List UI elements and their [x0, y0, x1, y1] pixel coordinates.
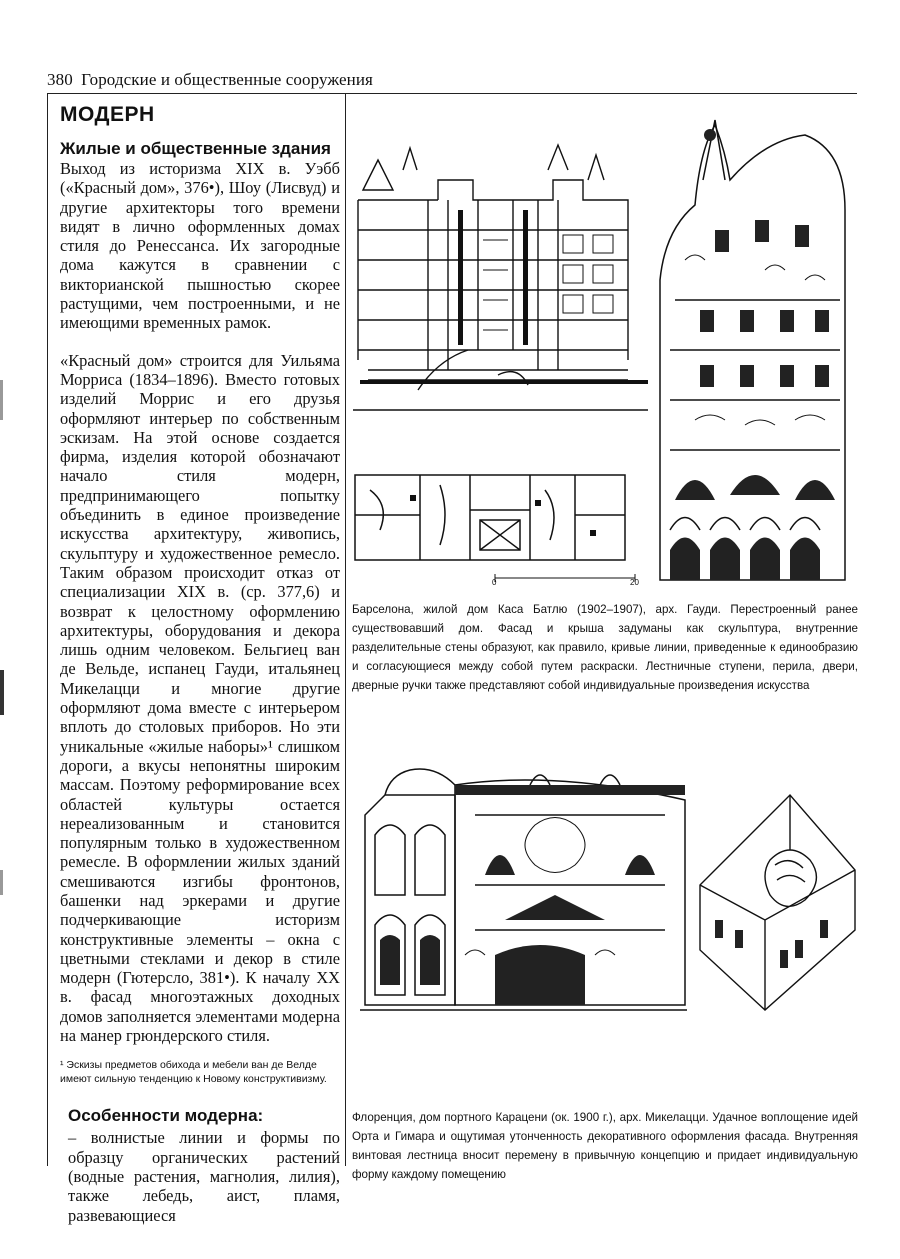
paragraph-2: «Красный дом» строится для Уильяма Морриса (1834–1896). Вместо готовых изделий Моррис и его друзья оформляют интерьер по собственным эскизам. На этой основе создается фирма, изделия которой обозначают начало стиля модерн, предпринимающего попытку объединить в единое произведение искусства архитектуру, живопись, скульптуру и художественное ремесло. Таким образом происходит отказ от специализации XIX в. (ср. 377,6) и возврат к целостному оформлению архитектуры, оборудования и декора лишь одним человеком. Бельгиец ван де Вельде, испанец Гауди, итальянец Микелацци и многие другие оформляют дома вместе с интерьером вплоть до столовых приборов. Но эти уникальные «жилые наборы»¹ слишком дороги, а вкусы непонятны широким массам. Поэтому реформирование всех областей культуры остается нереализованным и становится популярным только в художественном ремесле. В оформлении жилых зданий смешиваются изгибы фронтонов, башенки над эркерами и другие подчеркивающие историзм конструктивные элементы – окна с цветными стеклами и декор в стиле модерн (Гютерсло, 381•). К началу XX в. фасад многоэтажных доходных домов заполняется элементами модерна на манер грюндерского стиля.	[60, 350, 340, 1046]
scale-label-twenty: 20	[630, 578, 639, 587]
figure2-caption: Флоренция, дом портного Карацени (ок. 1900 г.), арх. Микелацци. Удачное воплощение идей Орта и Гимара и ощутимая утонченность декоративного оформления фасада. Внутренняя винтовая лестница вносит перемену в привычную концепцию и придает индивидуальную форму каждому помещению	[352, 1111, 858, 1181]
casa-batllo-section-drawing	[348, 140, 653, 430]
column-divider	[345, 93, 346, 1166]
header-rule	[47, 93, 857, 94]
scan-mark	[0, 670, 4, 715]
carazzeni-house-axonometric	[695, 790, 860, 1015]
casa-batllo-floor-plan	[350, 470, 640, 590]
subheading: Жилые и общественные здания	[60, 139, 331, 158]
feature-item: – волнистые линии и формы по образцу органических растений (водные растения, магнолия, лилия), также лебедь, аист, пламя, развевающиеся	[68, 1128, 340, 1225]
section-title: МОДЕРН	[60, 103, 155, 126]
left-border	[47, 93, 48, 1166]
page-header	[47, 70, 373, 90]
scale-label-zero: 0	[492, 578, 497, 587]
scan-mark	[0, 870, 3, 895]
running-title: Городские и общественные сооружения	[81, 70, 373, 89]
carazzeni-house-facade-drawing	[355, 755, 690, 1015]
footnote: ¹ Эскизы предметов обихода и мебели ван де Велде имеют сильную тенденцию к Новому конструктивизму.	[60, 1059, 327, 1086]
text-column	[60, 103, 340, 1225]
casa-batllo-facade-drawing	[655, 110, 855, 595]
scan-mark	[0, 380, 3, 420]
features-title: Особенности модерна:	[68, 1106, 264, 1126]
figure1-caption: Барселона, жилой дом Каса Батлю (1902–1907), арх. Гауди. Перестроенный ранее существовавший дом. Фасад и крыша задуманы как скульптура, внутренние разделительные стены образуют, как правило, кривые линии, приведенные к единообразию и согласующиеся между собой путем раскраски. Лестничные ступени, перила, двери, дверные ручки также представляют собой индивидуальные произведения искусства	[352, 603, 858, 692]
paragraph-1: Выход из историзма XIX в. Уэбб («Красный дом», 376•), Шоу (Лисвуд) и другие архитекторы того времени видят в лично оформленных домах стиля до Ренессанса. Их загородные дома кажутся в сравнении с викторианской пышностью скорее растущими, чем построенными, и не имеющими временных рамок.	[60, 159, 340, 333]
page-number: 380	[47, 70, 73, 89]
